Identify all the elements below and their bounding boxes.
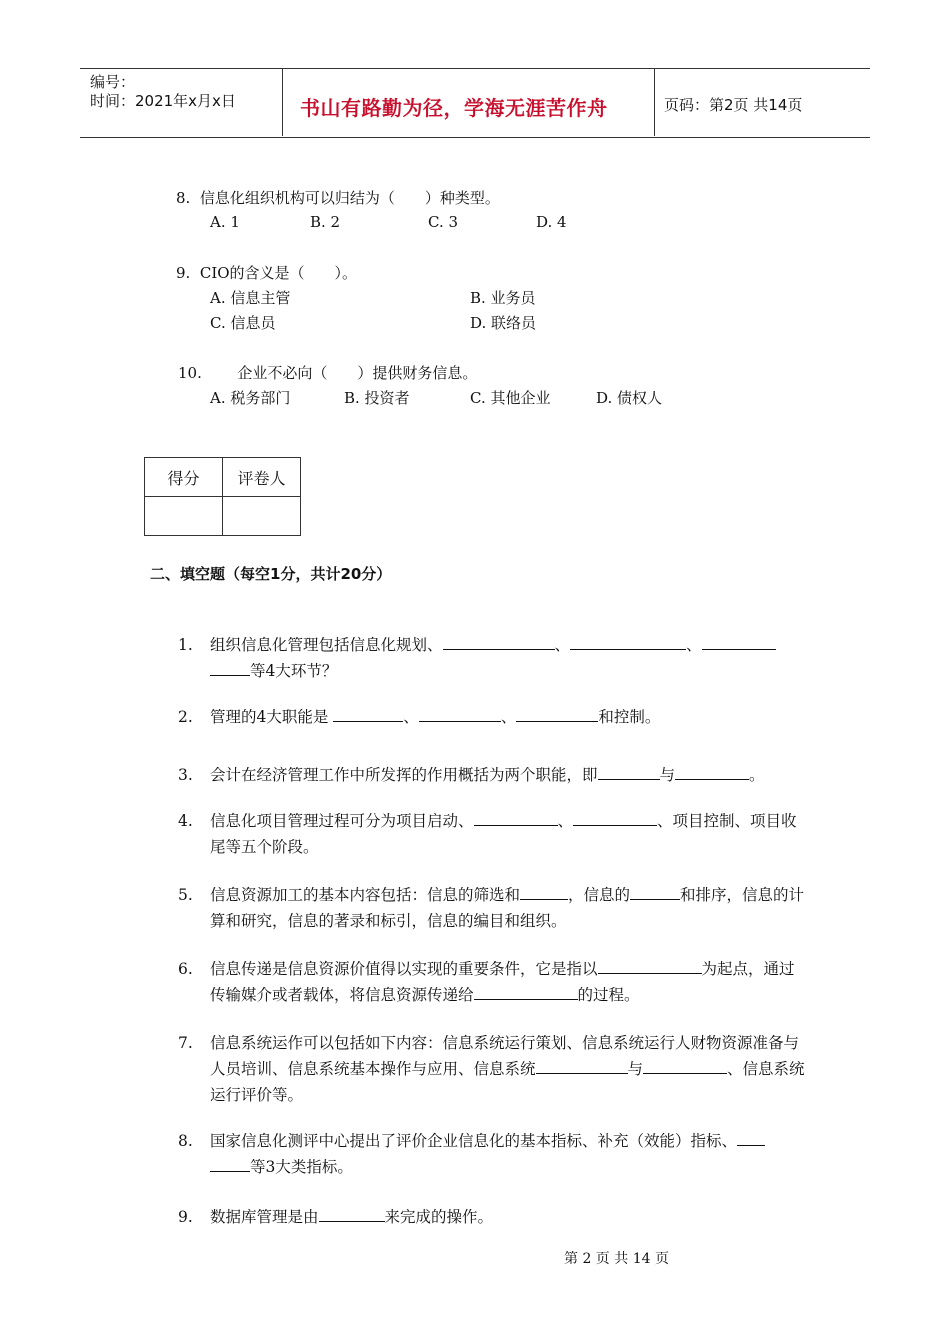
question-stem: CIO的含义是（ ）。: [199, 264, 358, 282]
question-text: 信息化项目管理过程可分为项目启动、: [210, 812, 474, 830]
question-text: 、: [403, 708, 419, 726]
mc-question-8: [176, 187, 500, 208]
question-number: 2.: [178, 708, 193, 726]
score-cell[interactable]: [145, 497, 223, 536]
question-number: 8.: [178, 1132, 193, 1150]
question-text: 、: [686, 636, 702, 654]
section-title: 二、填空题（每空1分，共计20分）: [150, 565, 392, 583]
question-number: 4.: [178, 812, 193, 830]
question-text: 与: [659, 766, 676, 784]
option: D. 4: [536, 213, 567, 231]
grader-cell[interactable]: [223, 497, 301, 536]
option: D. 联络员: [470, 314, 537, 332]
fill-question-6: [210, 956, 808, 1008]
question-text: 与: [627, 1060, 644, 1078]
question-number: 9.: [178, 1208, 193, 1226]
question-text: 数据库管理是由: [210, 1208, 319, 1226]
answer-blank[interactable]: [598, 959, 702, 974]
question-text: 来完成的操作。: [384, 1208, 494, 1226]
option: D. 债权人: [596, 389, 663, 407]
question-number: 5.: [178, 886, 193, 904]
mc-question-9: [176, 262, 357, 283]
question-number: 1.: [178, 636, 193, 654]
question-text: 管理的4大职能是: [210, 708, 334, 726]
answer-blank[interactable]: [443, 635, 555, 650]
answer-blank[interactable]: [573, 811, 657, 826]
fill-question-9: [210, 1204, 808, 1230]
score-table: [144, 457, 301, 536]
question-text: 为起点，通过传输媒介或者载体，将信息资源传递给: [210, 960, 795, 1004]
answer-blank[interactable]: [210, 1157, 250, 1172]
question-text: 、信息系统运行评价等。: [210, 1060, 805, 1104]
fill-question-1: [210, 632, 808, 684]
fill-question-3: [210, 762, 820, 788]
question-text: 组织信息化管理包括信息化规划、: [210, 636, 443, 654]
fill-question-5: [210, 882, 808, 934]
header-motto: 书山有路勤为径，学海无涯苦作舟: [300, 96, 608, 120]
grader-header: 评卷人: [223, 458, 301, 497]
answer-blank[interactable]: [737, 1131, 765, 1146]
serial-label: 编号：: [90, 73, 136, 91]
answer-blank[interactable]: [643, 1059, 727, 1074]
question-number: 8.: [176, 189, 191, 207]
question-text: 、项目控制、项目收尾等五个阶段。: [210, 812, 797, 856]
option: A. 信息主管: [210, 289, 291, 307]
time-label: 时间：2021年x月x日: [90, 92, 236, 110]
question-number: 10.: [178, 364, 202, 382]
option: B. 投资者: [344, 389, 410, 407]
option: A. 1: [210, 213, 240, 231]
question-number: 7.: [178, 1034, 193, 1052]
question-text: 会计在经济管理工作中所发挥的作用概括为两个职能，即: [210, 766, 598, 784]
answer-blank[interactable]: [675, 765, 749, 780]
question-text: 、: [554, 636, 571, 654]
answer-blank[interactable]: [474, 985, 578, 1000]
question-stem: 信息化组织机构可以归结为（ ）种类型。: [199, 189, 500, 207]
option: C. 3: [428, 213, 459, 231]
question-stem: 企业不必向（ ）提供财务信息。: [237, 364, 478, 382]
question-text: 和控制。: [598, 708, 661, 726]
question-number: 9.: [176, 264, 191, 282]
answer-blank[interactable]: [419, 707, 501, 722]
option: B. 2: [310, 213, 341, 231]
answer-blank[interactable]: [536, 1059, 628, 1074]
header-divider: [282, 68, 283, 136]
answer-blank[interactable]: [598, 765, 660, 780]
question-text: 等3大类指标。: [250, 1158, 353, 1176]
question-text: 等4大环节？: [250, 662, 338, 680]
option: A. 税务部门: [210, 389, 291, 407]
option: C. 信息员: [210, 314, 276, 332]
question-text: 。: [749, 766, 765, 784]
fill-question-8: [210, 1128, 808, 1180]
answer-blank[interactable]: [210, 661, 250, 676]
question-text: 的过程。: [577, 986, 640, 1004]
question-text: 、: [557, 812, 574, 830]
fill-question-2: [210, 704, 808, 730]
header-divider: [654, 68, 655, 136]
fill-question-7: [210, 1030, 808, 1108]
fill-question-4: [210, 808, 808, 860]
question-text: 信息系统运作可以包括如下内容：信息系统运行策划、信息系统运行人财物资源准备与人员培训、信息系统基本操作与应用、信息系统: [210, 1034, 800, 1078]
question-text: 信息资源加工的基本内容包括：信息的筛选和: [210, 886, 521, 904]
question-number: 6.: [178, 960, 193, 978]
answer-blank[interactable]: [570, 635, 686, 650]
question-number: 3.: [178, 766, 193, 784]
answer-blank[interactable]: [702, 635, 776, 650]
option: B. 业务员: [470, 289, 536, 307]
option: C. 其他企业: [470, 389, 551, 407]
mc-question-10: [178, 362, 477, 383]
answer-blank[interactable]: [333, 707, 403, 722]
question-text: 、: [500, 708, 517, 726]
answer-blank[interactable]: [474, 811, 558, 826]
answer-blank[interactable]: [630, 885, 680, 900]
answer-blank[interactable]: [516, 707, 598, 722]
answer-blank[interactable]: [520, 885, 568, 900]
score-header: 得分: [145, 458, 223, 497]
page-label: 页码：第2页 共14页: [664, 96, 803, 114]
answer-blank[interactable]: [319, 1207, 385, 1222]
question-text: 和排序，信息的计算和研究，信息的著录和标引，信息的编目和组织。: [210, 886, 805, 930]
page-footer: 第 2 页 共 14 页: [564, 1251, 669, 1267]
question-text: 信息传递是信息资源价值得以实现的重要条件，它是指以: [210, 960, 598, 978]
question-text: ，信息的: [568, 886, 631, 904]
question-text: 国家信息化测评中心提出了评价企业信息化的基本指标、补充（效能）指标、: [210, 1132, 738, 1150]
